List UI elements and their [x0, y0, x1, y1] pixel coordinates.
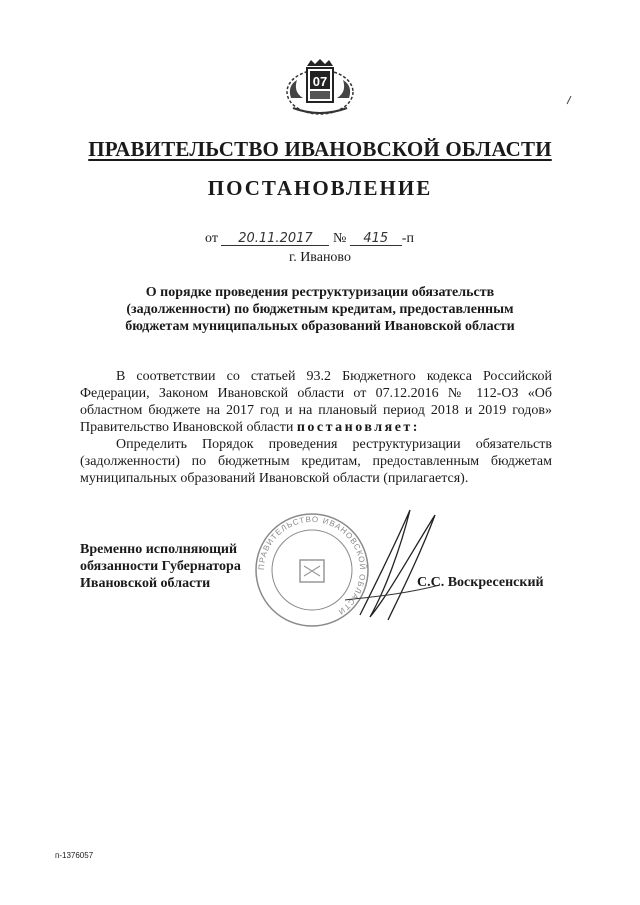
- date-number-line: [205, 231, 414, 247]
- document-body: [80, 368, 552, 487]
- subject-line: бюджетам муниципальных образований Ивановской области: [125, 319, 515, 334]
- date-prefix: от: [205, 231, 218, 246]
- document-date: 20.11.2017: [221, 232, 329, 246]
- preamble-text: В соответствии со статьей 93.2 Бюджетного кодекса Российской Федерации, Законом Ивановской области от 07.12.2016 № 112-ОЗ «Об областном бюджете на 2017 год и на плановый период 2018 и 2019 годов» Правительство Ивановской области: [80, 369, 552, 435]
- organization-title: [0, 137, 640, 162]
- city: г. Иваново: [289, 250, 351, 265]
- handwritten-signature: [340, 505, 450, 625]
- number-suffix: -п: [401, 231, 414, 246]
- subject-line: (задолженности) по бюджетным кредитам, предоставленным: [126, 302, 514, 317]
- document-type: ПОСТАНОВЛЕНИЕ: [207, 176, 433, 200]
- position-line: Временно исполняющий: [80, 542, 238, 557]
- preamble-paragraph: [80, 368, 552, 436]
- stray-mark: [566, 95, 572, 105]
- subject-line: О порядке проведения реструктуризации обязательств: [145, 285, 495, 300]
- emblem-label: 07: [312, 74, 328, 89]
- seal-text: ПРАВИТЕЛЬСТВО ИВАНОВСКОЙ ОБЛАСТИ: [256, 514, 368, 617]
- signatory-position: [80, 541, 280, 592]
- number-prefix: №: [332, 231, 347, 246]
- organization-text: ПРАВИТЕЛЬСТВО ИВАНОВСКОЙ ОБЛАСТИ: [88, 137, 552, 161]
- document-code: п-1376057: [55, 851, 94, 860]
- signatory-name: С.С. Воскресенский: [417, 575, 544, 590]
- position-line: Ивановской области: [80, 576, 211, 591]
- decree-word: постановляет:: [296, 420, 420, 435]
- document-number: 415: [350, 232, 402, 246]
- position-line: обязанности Губернатора: [80, 559, 241, 574]
- coat-of-arms-emblem: [283, 58, 357, 120]
- resolution-paragraph: Определить Порядок проведения реструктуризации обязательств (задолженности) по бюджетным кредитам, предоставленным бюджетам муниципальных образований Ивановской области (прилагается).: [80, 437, 552, 486]
- document-subject: [80, 284, 560, 335]
